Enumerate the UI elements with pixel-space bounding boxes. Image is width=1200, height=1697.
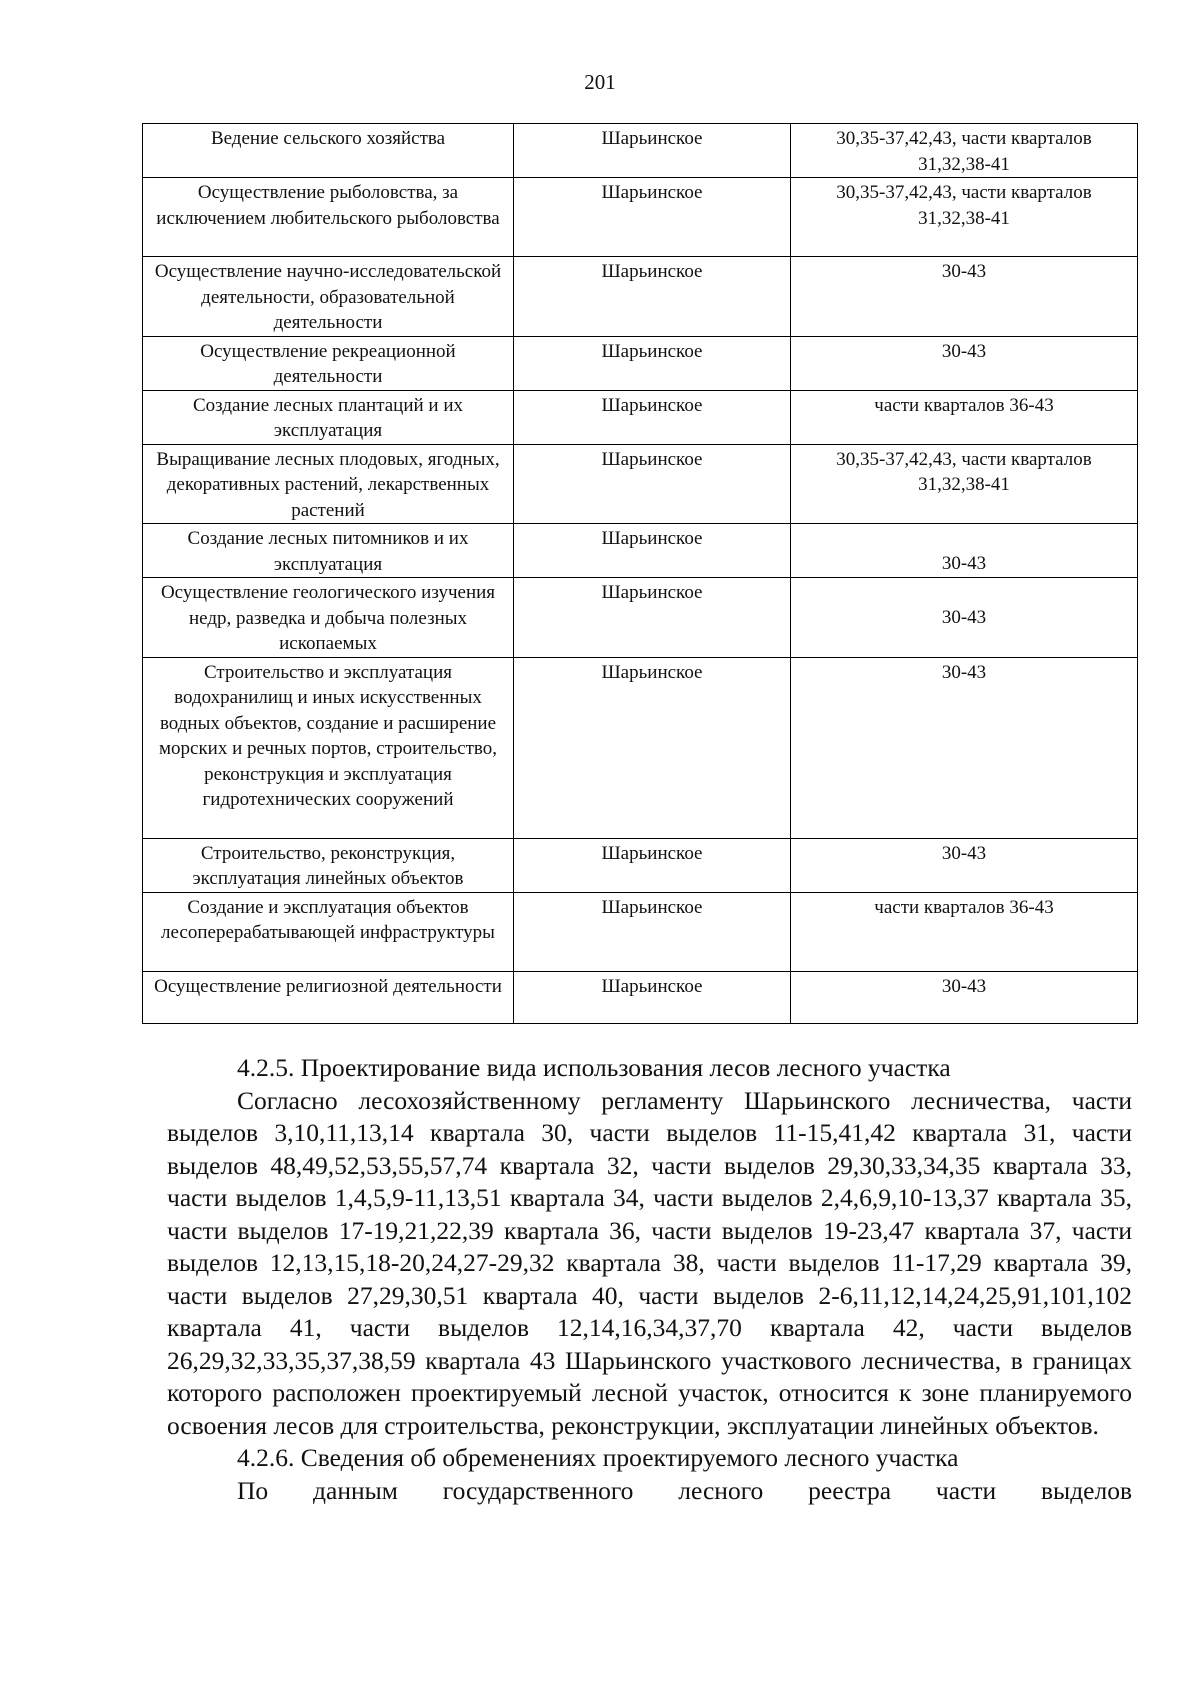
table-row xyxy=(143,657,1138,838)
table-row xyxy=(143,444,1138,524)
quarters-cell: 30-43 xyxy=(791,657,1138,838)
activity-cell: Осуществление религиозной деятельности xyxy=(143,971,514,1023)
forestry-cell: Шарьинское xyxy=(514,892,791,971)
quarters-cell: 30-43 xyxy=(791,578,1138,658)
table-row xyxy=(143,892,1138,971)
quarters-cell: 30-43 xyxy=(791,971,1138,1023)
activity-cell: Выращивание лесных плодовых, ягодных, декоративных растений, лекарственных растений xyxy=(143,444,514,524)
forestry-cell: Шарьинское xyxy=(514,390,791,444)
table-row xyxy=(143,257,1138,337)
forestry-cell: Шарьинское xyxy=(514,524,791,578)
table-row xyxy=(143,124,1138,178)
activity-cell: Создание и эксплуатация объектов лесоперерабатывающей инфраструктуры xyxy=(143,892,514,971)
quarters-cell: 30-43 xyxy=(791,524,1138,578)
activity-cell: Осуществление геологического изучения недр, разведка и добыча полезных ископаемых xyxy=(143,578,514,658)
activity-cell: Строительство и эксплуатация водохранилищ и иных искусственных водных объектов, создание и расширение морских и речных портов, строительство, реконструкция и эксплуатация гидротехнических сооружений xyxy=(143,657,514,838)
quarters-cell: 30,35-37,42,43, части кварталов 31,32,38-41 xyxy=(791,124,1138,178)
forestry-cell: Шарьинское xyxy=(514,657,791,838)
table-row xyxy=(143,971,1138,1023)
table-row xyxy=(143,578,1138,658)
table-row xyxy=(143,336,1138,390)
activity-cell: Создание лесных плантаций и их эксплуатация xyxy=(143,390,514,444)
quarters-cell: 30,35-37,42,43, части кварталов 31,32,38-41 xyxy=(791,178,1138,257)
forestry-cell: Шарьинское xyxy=(514,257,791,337)
activity-cell: Строительство, реконструкция, эксплуатация линейных объектов xyxy=(143,838,514,892)
forestry-cell: Шарьинское xyxy=(514,178,791,257)
forest-use-table xyxy=(142,123,1138,1024)
quarters-cell: 30-43 xyxy=(791,257,1138,337)
activity-cell: Осуществление рекреационной деятельности xyxy=(143,336,514,390)
section-426-paragraph: По данным государственного лесного реестра части выделов xyxy=(237,1475,1132,1505)
quarters-cell: 30-43 xyxy=(791,336,1138,390)
body-text xyxy=(167,1052,1132,1507)
page-number: 201 xyxy=(584,70,616,94)
forestry-cell: Шарьинское xyxy=(514,336,791,390)
activity-cell: Создание лесных питомников и их эксплуатация xyxy=(143,524,514,578)
table-row xyxy=(143,178,1138,257)
activity-cell: Осуществление научно-исследовательской деятельности, образовательной деятельности xyxy=(143,257,514,337)
quarters-cell: 30-43 xyxy=(791,838,1138,892)
quarters-cell: части кварталов 36-43 xyxy=(791,390,1138,444)
activity-cell: Ведение сельского хозяйства xyxy=(143,124,514,178)
quarters-cell: части кварталов 36-43 xyxy=(791,892,1138,971)
forestry-cell: Шарьинское xyxy=(514,971,791,1023)
forestry-cell: Шарьинское xyxy=(514,578,791,658)
activity-cell: Осуществление рыболовства, за исключением любительского рыболовства xyxy=(143,178,514,257)
quarters-cell: 30,35-37,42,43, части кварталов 31,32,38-41 xyxy=(791,444,1138,524)
forestry-cell: Шарьинское xyxy=(514,838,791,892)
forestry-cell: Шарьинское xyxy=(514,444,791,524)
forestry-cell: Шарьинское xyxy=(514,124,791,178)
section-425-heading: 4.2.5. Проектирование вида использования лесов лесного участка xyxy=(237,1053,951,1082)
table-row xyxy=(143,524,1138,578)
table-row xyxy=(143,838,1138,892)
section-426-heading: 4.2.6. Сведения об обременениях проектируемого лесного участка xyxy=(237,1443,959,1472)
table-row xyxy=(143,390,1138,444)
section-425-paragraph: Согласно лесохозяйственному регламенту Шарьинского лесничества, части выделов 3,10,11,13,14 квартала 30, части выделов 11-15,41,42 квартала 31, части выделов 48,49,52,53,55,57,74 квартала 32, части выделов 29,30,33,34,35 квартала 33, части выделов 1,4,5,9-11,13,51 квартала 34, части выделов 2,4,6,9,10-13,37 квартала 35, части выделов 17-19,21,22,39 квартала 36, части выделов 19-23,47 квартала 37, части выделов 12,13,15,18-20,24,27-29,32 квартала 38, части выделов 11-17,29 квартала 39, части выделов 27,29,30,51 квартала 40, части выделов 2-6,11,12,14,24,25,91,101,102 квартала 41, части выделов 12,14,16,34,37,70 квартала 42, части выделов 26,29,32,33,35,37,38,59 квартала 43 Шарьинского участкового лесничества, в границах которого расположен проектируемый лесной участок, относится к зоне планируемого освоения лесов для строительства, реконструкции, эксплуатации линейных объектов. xyxy=(167,1085,1132,1440)
